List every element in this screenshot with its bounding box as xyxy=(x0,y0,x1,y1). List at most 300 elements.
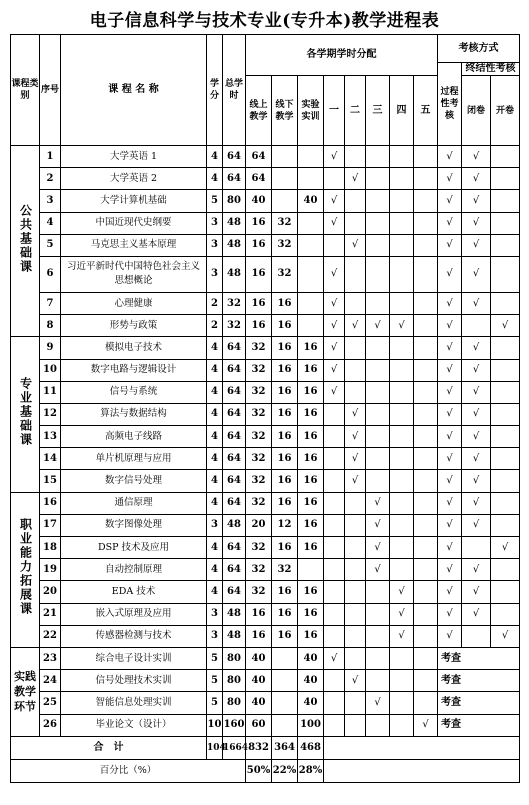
semester-4-mark xyxy=(390,146,414,168)
course-offline-hours: 16 xyxy=(272,337,298,359)
semester-5-mark xyxy=(414,146,438,168)
course-name: 大学计算机基础 xyxy=(61,190,207,212)
semester-1-mark xyxy=(324,470,345,492)
semester-3-mark: √ xyxy=(366,559,390,581)
open-book-mark xyxy=(491,168,520,190)
course-name: 高频电子线路 xyxy=(61,426,207,448)
course-total-hours: 32 xyxy=(223,315,246,337)
course-lab-hours: 40 xyxy=(298,692,324,714)
course-offline-hours: 16 xyxy=(272,381,298,403)
process-assessment-mark: √ xyxy=(438,146,462,168)
table-row xyxy=(11,190,520,212)
open-book-mark xyxy=(491,470,520,492)
process-assessment-mark: √ xyxy=(438,212,462,234)
semester-5-mark xyxy=(414,359,438,381)
total-offline: 364 xyxy=(272,736,298,759)
course-credit: 4 xyxy=(207,559,223,581)
percent-online: 50% xyxy=(246,759,272,782)
semester-5-mark xyxy=(414,603,438,625)
header-category: 课程类别 xyxy=(11,35,40,146)
percent-offline: 22% xyxy=(272,759,298,782)
semester-1-mark: √ xyxy=(324,315,345,337)
process-assessment-mark: √ xyxy=(438,603,462,625)
semester-1-mark xyxy=(324,603,345,625)
course-total-hours: 64 xyxy=(223,470,246,492)
course-lab-hours: 16 xyxy=(298,359,324,381)
course-offline-hours: 16 xyxy=(272,537,298,559)
semester-4-mark xyxy=(390,647,414,669)
semester-5-mark xyxy=(414,256,438,292)
table-row xyxy=(11,234,520,256)
course-offline-hours: 32 xyxy=(272,212,298,234)
total-label: 合 计 xyxy=(11,736,207,759)
course-credit: 4 xyxy=(207,448,223,470)
course-credit: 4 xyxy=(207,537,223,559)
semester-4-mark xyxy=(390,492,414,514)
course-seq: 26 xyxy=(40,714,61,736)
course-credit: 3 xyxy=(207,256,223,292)
process-assessment-mark: √ xyxy=(438,426,462,448)
semester-4-mark xyxy=(390,670,414,692)
semester-3-mark xyxy=(366,625,390,647)
course-name: 通信原理 xyxy=(61,492,207,514)
course-credit: 3 xyxy=(207,234,223,256)
course-credit: 4 xyxy=(207,581,223,603)
exam-method: 考查 xyxy=(438,670,520,692)
course-offline-hours: 16 xyxy=(272,492,298,514)
course-offline-hours xyxy=(272,168,298,190)
process-assessment-mark: √ xyxy=(438,559,462,581)
course-offline-hours: 12 xyxy=(272,514,298,536)
course-lab-hours xyxy=(298,559,324,581)
process-assessment-mark: √ xyxy=(438,381,462,403)
semester-2-mark: √ xyxy=(345,234,366,256)
course-online-hours: 16 xyxy=(246,603,272,625)
semester-2-mark xyxy=(345,190,366,212)
table-row xyxy=(11,670,520,692)
semester-5-mark xyxy=(414,581,438,603)
open-book-mark: √ xyxy=(491,537,520,559)
total-hours: 1664 xyxy=(223,736,246,759)
course-total-hours: 64 xyxy=(223,559,246,581)
closed-book-mark: √ xyxy=(462,581,491,603)
closed-book-mark: √ xyxy=(462,448,491,470)
semester-4-mark xyxy=(390,514,414,536)
course-name: 大学英语 2 xyxy=(61,168,207,190)
course-lab-hours: 16 xyxy=(298,514,324,536)
course-offline-hours xyxy=(272,190,298,212)
course-lab-hours: 40 xyxy=(298,190,324,212)
course-total-hours: 32 xyxy=(223,292,246,314)
course-total-hours: 64 xyxy=(223,537,246,559)
course-lab-hours: 16 xyxy=(298,381,324,403)
course-total-hours: 160 xyxy=(223,714,246,736)
semester-3-mark xyxy=(366,381,390,403)
course-name: 马克思主义基本原理 xyxy=(61,234,207,256)
course-seq: 8 xyxy=(40,315,61,337)
semester-2-mark xyxy=(345,559,366,581)
course-total-hours: 64 xyxy=(223,337,246,359)
process-assessment-mark: √ xyxy=(438,514,462,536)
semester-5-mark xyxy=(414,514,438,536)
semester-4-mark xyxy=(390,426,414,448)
course-lab-hours: 16 xyxy=(298,581,324,603)
category-public: 公共基础课 xyxy=(11,146,40,337)
semester-5-mark xyxy=(414,337,438,359)
process-assessment-mark: √ xyxy=(438,315,462,337)
semester-2-mark xyxy=(345,359,366,381)
table-row xyxy=(11,625,520,647)
course-credit: 4 xyxy=(207,168,223,190)
closed-book-mark: √ xyxy=(462,492,491,514)
course-name: 中国近现代史纲要 xyxy=(61,212,207,234)
course-seq: 2 xyxy=(40,168,61,190)
course-credit: 2 xyxy=(207,292,223,314)
semester-2-mark xyxy=(345,146,366,168)
semester-2-mark xyxy=(345,581,366,603)
course-credit: 5 xyxy=(207,692,223,714)
header-semester-2: 二 xyxy=(345,76,366,146)
open-book-mark: √ xyxy=(491,625,520,647)
table-row xyxy=(11,337,520,359)
header-lab: 实验实训 xyxy=(298,76,324,146)
course-seq: 21 xyxy=(40,603,61,625)
table-row xyxy=(11,381,520,403)
course-lab-hours xyxy=(298,168,324,190)
percent-label: 百分比（%） xyxy=(11,759,246,782)
course-lab-hours: 16 xyxy=(298,625,324,647)
table-row xyxy=(11,292,520,314)
teaching-schedule-table xyxy=(10,34,520,783)
course-total-hours: 48 xyxy=(223,514,246,536)
semester-4-mark: √ xyxy=(390,625,414,647)
course-offline-hours: 16 xyxy=(272,426,298,448)
header-semester-1: 一 xyxy=(324,76,345,146)
header-semester-4: 四 xyxy=(390,76,414,146)
semester-1-mark: √ xyxy=(324,146,345,168)
course-name: 数字电路与逻辑设计 xyxy=(61,359,207,381)
table-row xyxy=(11,714,520,736)
semester-3-mark xyxy=(366,581,390,603)
open-book-mark xyxy=(491,256,520,292)
semester-1-mark xyxy=(324,448,345,470)
header-total-hours: 总学时 xyxy=(223,35,246,146)
course-total-hours: 80 xyxy=(223,190,246,212)
table-row xyxy=(11,514,520,536)
course-name: 智能信息处理实训 xyxy=(61,692,207,714)
open-book-mark xyxy=(491,603,520,625)
semester-1-mark xyxy=(324,692,345,714)
closed-book-mark: √ xyxy=(462,603,491,625)
course-lab-hours: 100 xyxy=(298,714,324,736)
semester-1-mark xyxy=(324,581,345,603)
course-lab-hours: 16 xyxy=(298,426,324,448)
course-total-hours: 64 xyxy=(223,146,246,168)
table-row xyxy=(11,537,520,559)
process-assessment-mark: √ xyxy=(438,470,462,492)
closed-book-mark: √ xyxy=(462,168,491,190)
course-lab-hours: 16 xyxy=(298,470,324,492)
closed-book-mark: √ xyxy=(462,470,491,492)
semester-5-mark xyxy=(414,315,438,337)
semester-3-mark: √ xyxy=(366,492,390,514)
semester-5-mark xyxy=(414,647,438,669)
semester-2-mark xyxy=(345,381,366,403)
open-book-mark xyxy=(491,514,520,536)
course-offline-hours: 16 xyxy=(272,403,298,425)
closed-book-mark: √ xyxy=(462,559,491,581)
course-online-hours: 16 xyxy=(246,256,272,292)
semester-4-mark xyxy=(390,470,414,492)
semester-5-mark xyxy=(414,212,438,234)
process-assessment-mark: √ xyxy=(438,292,462,314)
semester-2-mark xyxy=(345,514,366,536)
course-total-hours: 48 xyxy=(223,625,246,647)
course-name: DSP 技术及应用 xyxy=(61,537,207,559)
closed-book-mark: √ xyxy=(462,381,491,403)
percent-row xyxy=(11,759,520,782)
closed-book-mark: √ xyxy=(462,403,491,425)
course-seq: 10 xyxy=(40,359,61,381)
course-lab-hours xyxy=(298,256,324,292)
semester-5-mark xyxy=(414,403,438,425)
header-seq: 序号 xyxy=(40,35,61,146)
course-online-hours: 16 xyxy=(246,292,272,314)
course-online-hours: 16 xyxy=(246,212,272,234)
course-seq: 15 xyxy=(40,470,61,492)
semester-1-mark: √ xyxy=(324,647,345,669)
closed-book-mark: √ xyxy=(462,212,491,234)
semester-2-mark: √ xyxy=(345,426,366,448)
course-credit: 4 xyxy=(207,470,223,492)
table-row xyxy=(11,492,520,514)
course-offline-hours: 16 xyxy=(272,292,298,314)
semester-5-mark xyxy=(414,168,438,190)
semester-1-mark: √ xyxy=(324,256,345,292)
semester-3-mark xyxy=(366,603,390,625)
course-seq: 17 xyxy=(40,514,61,536)
course-online-hours: 40 xyxy=(246,647,272,669)
process-assessment-mark: √ xyxy=(438,190,462,212)
semester-5-mark xyxy=(414,448,438,470)
course-online-hours: 16 xyxy=(246,234,272,256)
course-offline-hours: 32 xyxy=(272,559,298,581)
process-assessment-mark: √ xyxy=(438,625,462,647)
header-semester-5: 五 xyxy=(414,76,438,146)
course-offline-hours: 16 xyxy=(272,315,298,337)
course-offline-hours: 32 xyxy=(272,256,298,292)
course-lab-hours: 16 xyxy=(298,337,324,359)
header-offline: 线下教学 xyxy=(272,76,298,146)
course-total-hours: 48 xyxy=(223,603,246,625)
open-book-mark xyxy=(491,359,520,381)
course-online-hours: 64 xyxy=(246,168,272,190)
process-assessment-mark: √ xyxy=(438,256,462,292)
course-name: 自动控制原理 xyxy=(61,559,207,581)
course-name: 毕业论文（设计） xyxy=(61,714,207,736)
exam-method: 考查 xyxy=(438,714,520,736)
course-offline-hours: 16 xyxy=(272,581,298,603)
course-name: 心理健康 xyxy=(61,292,207,314)
course-seq: 24 xyxy=(40,670,61,692)
course-name: 数字信号处理 xyxy=(61,470,207,492)
semester-1-mark: √ xyxy=(324,190,345,212)
course-name: 单片机原理与应用 xyxy=(61,448,207,470)
course-online-hours: 16 xyxy=(246,315,272,337)
course-name: 算法与数据结构 xyxy=(61,403,207,425)
category-major: 专业基础课 xyxy=(11,337,40,492)
course-credit: 4 xyxy=(207,426,223,448)
process-assessment-mark: √ xyxy=(438,337,462,359)
semester-2-mark xyxy=(345,714,366,736)
header-assessment: 考核方式 xyxy=(438,35,520,63)
semester-3-mark xyxy=(366,647,390,669)
course-online-hours: 32 xyxy=(246,559,272,581)
process-assessment-mark: √ xyxy=(438,581,462,603)
course-name: 综合电子设计实训 xyxy=(61,647,207,669)
course-seq: 12 xyxy=(40,403,61,425)
percent-blank xyxy=(324,759,520,782)
course-offline-hours: 16 xyxy=(272,603,298,625)
semester-2-mark xyxy=(345,337,366,359)
header-online: 线上教学 xyxy=(246,76,272,146)
semester-2-mark xyxy=(345,537,366,559)
course-seq: 11 xyxy=(40,381,61,403)
course-online-hours: 40 xyxy=(246,692,272,714)
course-seq: 16 xyxy=(40,492,61,514)
course-online-hours: 32 xyxy=(246,492,272,514)
header-process-assessment: 过程性考核 xyxy=(438,63,462,146)
semester-4-mark xyxy=(390,448,414,470)
semester-3-mark xyxy=(366,426,390,448)
course-online-hours: 64 xyxy=(246,146,272,168)
closed-book-mark: √ xyxy=(462,190,491,212)
course-lab-hours: 16 xyxy=(298,403,324,425)
course-offline-hours xyxy=(272,670,298,692)
course-total-hours: 64 xyxy=(223,492,246,514)
course-credit: 3 xyxy=(207,625,223,647)
course-seq: 13 xyxy=(40,426,61,448)
open-book-mark xyxy=(491,381,520,403)
table-row xyxy=(11,146,520,168)
closed-book-mark: √ xyxy=(462,256,491,292)
table-row xyxy=(11,168,520,190)
semester-2-mark xyxy=(345,625,366,647)
exam-method: 考查 xyxy=(438,692,520,714)
semester-3-mark xyxy=(366,256,390,292)
course-credit: 5 xyxy=(207,647,223,669)
open-book-mark xyxy=(491,234,520,256)
closed-book-mark: √ xyxy=(462,359,491,381)
semester-1-mark: √ xyxy=(324,292,345,314)
total-credit: 104 xyxy=(207,736,223,759)
table-row xyxy=(11,692,520,714)
semester-2-mark: √ xyxy=(345,448,366,470)
course-lab-hours: 40 xyxy=(298,670,324,692)
open-book-mark xyxy=(491,448,520,470)
header-semester-distribution: 各学期学时分配 xyxy=(246,35,438,76)
semester-4-mark: √ xyxy=(390,581,414,603)
semester-2-mark xyxy=(345,692,366,714)
semester-4-mark xyxy=(390,359,414,381)
course-lab-hours xyxy=(298,146,324,168)
closed-book-mark: √ xyxy=(462,426,491,448)
semester-5-mark: √ xyxy=(414,714,438,736)
course-seq: 1 xyxy=(40,146,61,168)
course-credit: 4 xyxy=(207,337,223,359)
semester-2-mark xyxy=(345,603,366,625)
semester-3-mark xyxy=(366,190,390,212)
semester-2-mark: √ xyxy=(345,470,366,492)
closed-book-mark: √ xyxy=(462,146,491,168)
semester-5-mark xyxy=(414,292,438,314)
semester-1-mark: √ xyxy=(324,212,345,234)
course-online-hours: 32 xyxy=(246,470,272,492)
course-online-hours: 32 xyxy=(246,537,272,559)
process-assessment-mark: √ xyxy=(438,359,462,381)
semester-1-mark: √ xyxy=(324,337,345,359)
page-title: 电子信息科学与技术专业(专升本)教学进程表 xyxy=(89,11,440,31)
table-row xyxy=(11,603,520,625)
course-name: 嵌入式原理及应用 xyxy=(61,603,207,625)
process-assessment-mark: √ xyxy=(438,492,462,514)
course-online-hours: 16 xyxy=(246,625,272,647)
semester-1-mark xyxy=(324,426,345,448)
course-total-hours: 48 xyxy=(223,212,246,234)
course-credit: 3 xyxy=(207,514,223,536)
semester-3-mark xyxy=(366,403,390,425)
course-name: 形势与政策 xyxy=(61,315,207,337)
total-lab: 468 xyxy=(298,736,324,759)
course-credit: 5 xyxy=(207,670,223,692)
semester-4-mark xyxy=(390,234,414,256)
semester-4-mark xyxy=(390,403,414,425)
closed-book-mark xyxy=(462,625,491,647)
course-lab-hours: 16 xyxy=(298,492,324,514)
semester-5-mark xyxy=(414,670,438,692)
header-closed-book: 闭卷 xyxy=(462,76,491,146)
course-seq: 25 xyxy=(40,692,61,714)
semester-1-mark xyxy=(324,625,345,647)
course-seq: 6 xyxy=(40,256,61,292)
course-offline-hours xyxy=(272,692,298,714)
semester-3-mark xyxy=(366,168,390,190)
course-total-hours: 64 xyxy=(223,381,246,403)
course-online-hours: 32 xyxy=(246,359,272,381)
semester-3-mark xyxy=(366,146,390,168)
header-semester-3: 三 xyxy=(366,76,390,146)
course-lab-hours: 16 xyxy=(298,603,324,625)
closed-book-mark: √ xyxy=(462,337,491,359)
course-seq: 20 xyxy=(40,581,61,603)
course-seq: 14 xyxy=(40,448,61,470)
semester-3-mark xyxy=(366,212,390,234)
table-row xyxy=(11,212,520,234)
course-credit: 4 xyxy=(207,359,223,381)
semester-3-mark xyxy=(366,670,390,692)
semester-3-mark: √ xyxy=(366,692,390,714)
semester-3-mark xyxy=(366,292,390,314)
process-assessment-mark: √ xyxy=(438,448,462,470)
exam-method: 考查 xyxy=(438,647,520,669)
open-book-mark xyxy=(491,146,520,168)
semester-5-mark xyxy=(414,470,438,492)
course-seq: 18 xyxy=(40,537,61,559)
semester-1-mark xyxy=(324,714,345,736)
course-offline-hours: 16 xyxy=(272,448,298,470)
course-credit: 2 xyxy=(207,315,223,337)
course-total-hours: 80 xyxy=(223,647,246,669)
